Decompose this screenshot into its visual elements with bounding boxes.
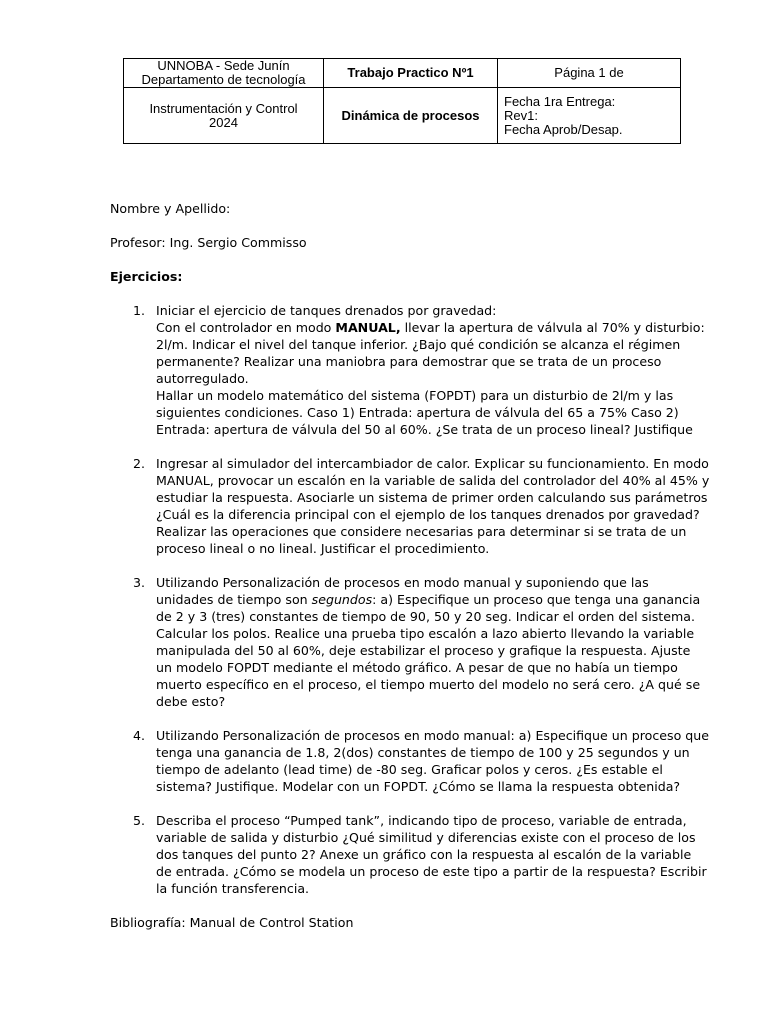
exercise-item xyxy=(110,727,710,795)
exercise-1-text-b: llevar la apertura de válvula al 70% y disturbio: 2l/m. Indicar el nivel del tanque inferior. ¿Bajo qué condición se alcanza el régimen permanente? Realizar una maniobra para demostrar que se trata de un proceso autorregulado. xyxy=(156,320,705,386)
exercise-item xyxy=(110,302,710,438)
student-name-label: Nombre y Apellido: xyxy=(110,201,231,216)
exercise-number: 2. xyxy=(133,456,146,471)
exercise-1-text-a: Con el controlador en modo xyxy=(156,320,336,335)
exercise-5-text: Describa el proceso “Pumped tank”, indicando tipo de proceso, variable de entrada, variable de salida y disturbio ¿Qué similitud y diferencias existe con el proceso de los dos tanques del punto 2? Anexe un gráfico con la respuesta al escalón de la variable de entrada. ¿Cómo se modela un proceso de este tipo a partir de la respuesta? Escribir la función transferencia. xyxy=(156,813,707,896)
header-table xyxy=(123,58,681,144)
dates-cell xyxy=(498,88,681,144)
exercise-2-text: Ingresar al simulador del intercambiador de calor. Explicar su funcionamiento. En modo MANUAL, provocar un escalón en la variable de salida del controlador del 40% al 45% y estudiar la respuesta. Asociarle un sistema de primer orden calculando sus parámetros ¿Cuál es la diferencia principal con el ejemplo de los tanques drenados por gravedad? Realizar las operaciones que considere necesarias para determinar si se trata de un proceso lineal o no lineal. Justificar el procedimiento. xyxy=(156,456,710,556)
assignment-title: Trabajo Practico Nº1 xyxy=(324,59,498,88)
exercise-3-text xyxy=(156,574,710,710)
exercise-1-manual-bold: MANUAL, xyxy=(335,320,401,335)
document-body xyxy=(110,200,710,931)
exercise-3-text-b: : a) Especifique un proceso que tenga una ganancia de 2 y 3 (tres) constantes de tiempo de 90, 50 y 20 seg. Indicar el orden del sistema. Calcular los polos. Realice una prueba tipo escalón a lazo abierto llevando la variable manipulada del 50 al 60%, deje estabilizar el proceso y grafique la respuesta. Ajuste un modelo FOPDT mediante el método gráfico. A pesar de que no había un tiempo muerto específico en el proceso, el tiempo muerto del modelo no será cero. ¿A qué se debe esto? xyxy=(156,592,701,709)
exercise-number: 4. xyxy=(133,728,146,743)
institution-name: UNNOBA - Sede Junín xyxy=(157,58,290,73)
course-name: Instrumentación y Control xyxy=(149,100,298,116)
course-year: 2024 xyxy=(209,114,238,130)
exercise-number: 5. xyxy=(133,813,146,828)
exercise-list xyxy=(110,302,710,897)
department-name: Departamento de tecnología xyxy=(141,72,306,87)
header-row-2 xyxy=(124,88,681,144)
exercise-1-intro: Iniciar el ejercicio de tanques drenados por gravedad: xyxy=(156,303,497,318)
revision-label: Rev1: xyxy=(504,107,538,123)
exercise-item xyxy=(110,812,710,897)
exercise-1-instructions xyxy=(156,319,710,387)
header-row-1 xyxy=(124,59,681,88)
exercise-3-text-a: Utilizando Personalización de procesos en modo manual y suponiendo que las unidades de tiempo son xyxy=(156,575,649,607)
professor-label: Profesor: Ing. Sergio Commisso xyxy=(110,235,307,250)
exercise-item xyxy=(110,455,710,557)
page-number: Página 1 de xyxy=(498,59,681,88)
institution-cell xyxy=(124,59,324,88)
exercises-heading: Ejercicios: xyxy=(110,269,183,284)
course-cell xyxy=(124,88,324,144)
exercise-item xyxy=(110,574,710,710)
bibliography: Bibliografía: Manual de Control Station xyxy=(110,915,354,930)
first-delivery-date: Fecha 1ra Entrega: xyxy=(504,93,616,109)
topic-title: Dinámica de procesos xyxy=(324,88,498,144)
approval-date: Fecha Aprob/Desap. xyxy=(504,121,623,137)
exercise-number: 3. xyxy=(133,575,146,590)
exercise-3-italic: segundos xyxy=(311,592,373,607)
exercise-1-model: Hallar un modelo matemático del sistema (FOPDT) para un disturbio de 2l/m y las siguientes condiciones. Caso 1) Entrada: apertura de válvula del 65 a 75% Caso 2) Entrada: apertura de válvula del 50 al 60%. ¿Se trata de un proceso lineal? Justifique xyxy=(156,388,693,437)
exercise-4-text: Utilizando Personalización de procesos en modo manual: a) Especifique un proceso que tenga una ganancia de 1.8, 2(dos) constantes de tiempo de 100 y 25 segundos y un tiempo de adelanto (lead time) de -80 seg. Graficar polos y ceros. ¿Es estable el sistema? Justifique. Modelar con un FOPDT. ¿Cómo se llama la respuesta obtenida? xyxy=(156,728,710,794)
exercise-number: 1. xyxy=(133,303,146,318)
